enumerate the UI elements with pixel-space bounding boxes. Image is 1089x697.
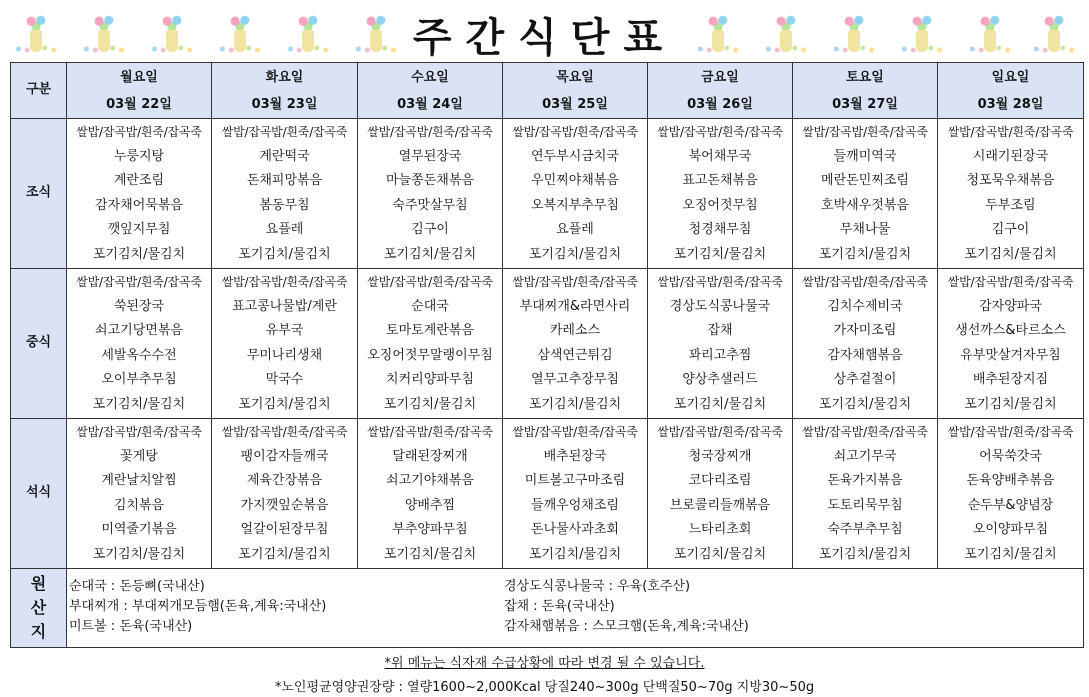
menu-item: 포기김치/물김치 [92, 546, 186, 562]
menu-item: 돈육가지볶음 [827, 473, 903, 488]
origin-entry: 경상도식콩나물국 : 우육(호주산) [504, 579, 691, 594]
menu-item: 느타리초회 [688, 522, 752, 537]
menu-cell [212, 119, 358, 269]
menu-item: 쌀밥/잡곡밥/흰죽/잡곡죽 [221, 125, 348, 139]
menu-item: 쇠고기무국 [833, 448, 897, 464]
day-date: 03월 28일 [977, 96, 1044, 112]
menu-cell [793, 119, 938, 269]
menu-change-notice: *위 메뉴는 식자재 수급상황에 따라 변경 될 수 있습니다. [384, 656, 705, 671]
menu-item: 포기김치/물김치 [528, 546, 622, 562]
menu-item: 브로콜리들깨볶음 [669, 497, 771, 513]
day-header [648, 63, 793, 119]
menu-item: 제육간장볶음 [246, 473, 323, 488]
menu-item: 포기김치/물김치 [238, 396, 331, 412]
menu-item: 양상추샐러드 [682, 372, 758, 387]
day-date: 03월 24일 [397, 96, 463, 112]
day-name: 금요일 [701, 69, 739, 85]
menu-item: 상추겉절이 [833, 372, 897, 387]
menu-item: 쌀밥/잡곡밥/흰죽/잡곡죽 [512, 275, 638, 289]
meal-row [11, 419, 1084, 569]
origin-label [11, 569, 67, 648]
menu-item: 경상도식콩나물국 [669, 298, 771, 314]
day-header [793, 63, 938, 119]
day-header [212, 63, 358, 119]
menu-item: 포기김치/물김치 [818, 546, 912, 562]
menu-item: 표고돈채볶음 [682, 173, 758, 188]
menu-cell [358, 269, 503, 419]
origin-entry: 순대국 : 돈등뼈(국내산) [69, 579, 205, 594]
day-header [938, 63, 1084, 119]
menu-item: 쌀밥/잡곡밥/흰죽/잡곡죽 [802, 425, 928, 439]
menu-item: 오징어젓무말랭이무침 [367, 347, 493, 363]
menu-item: 요플레 [265, 222, 304, 237]
origin-row [11, 569, 1084, 648]
menu-item: 양배추찜 [404, 497, 456, 513]
menu-item: 감자채어묵볶음 [95, 197, 183, 213]
menu-item: 김치볶음 [113, 497, 165, 513]
menu-item: 쌀밥/잡곡밥/흰죽/잡곡죽 [657, 275, 783, 289]
menu-item: 포기김치/물김치 [964, 546, 1057, 562]
menu-item: 쌀밥/잡곡밥/흰죽/잡곡죽 [657, 125, 783, 139]
menu-cell [212, 269, 358, 419]
menu-item: 꽈리고추찜 [688, 347, 752, 363]
menu-cell [358, 419, 503, 569]
menu-cell [67, 119, 212, 269]
menu-item: 시래기된장국 [972, 148, 1049, 164]
day-name: 화요일 [265, 69, 304, 85]
menu-item: 누룽지탕 [113, 148, 165, 164]
menu-item: 얼갈이된장무침 [240, 522, 329, 537]
menu-cell [648, 269, 793, 419]
menu-cell [503, 119, 648, 269]
meal-label: 조식 [11, 119, 67, 269]
origin-left-column [69, 577, 326, 637]
menu-item: 들깨미역국 [833, 148, 897, 164]
menu-cell [358, 119, 503, 269]
menu-item: 쌀밥/잡곡밥/흰죽/잡곡죽 [367, 275, 493, 289]
header-row [11, 63, 1084, 119]
origin-details [67, 569, 1084, 648]
menu-item: 연두부시금치국 [531, 148, 619, 164]
menu-item: 포기김치/물김치 [383, 546, 477, 562]
day-name: 목요일 [556, 69, 594, 85]
menu-item: 쌀밥/잡곡밥/흰죽/잡곡죽 [657, 425, 783, 439]
menu-item: 계란떡국 [259, 148, 310, 164]
menu-item: 오이양파무침 [972, 522, 1049, 537]
meal-label: 중식 [11, 269, 67, 419]
menu-item: 두부조림 [985, 197, 1036, 213]
menu-item: 미트볼고구마조림 [524, 473, 626, 488]
menu-item: 돈육양배추볶음 [966, 473, 1055, 488]
menu-item: 쌀밥/잡곡밥/흰죽/잡곡죽 [76, 425, 202, 439]
menu-item: 김구이 [991, 222, 1030, 237]
day-name: 수요일 [411, 69, 449, 85]
menu-item: 포기김치/물김치 [964, 396, 1057, 412]
menu-item: 김치수제비국 [827, 298, 903, 314]
menu-item: 유부국 [265, 323, 304, 338]
menu-item: 가자미조림 [833, 323, 897, 338]
menu-cell [67, 419, 212, 569]
menu-item: 열무된장국 [398, 148, 462, 164]
menu-item: 치커리양파무침 [386, 372, 474, 387]
menu-item: 쌀밥/잡곡밥/흰죽/잡곡죽 [221, 275, 348, 289]
menu-item: 봄동무침 [259, 197, 310, 213]
meal-row [11, 269, 1084, 419]
menu-item: 쇠고기당면볶음 [95, 323, 183, 338]
header-label: 구분 [11, 63, 67, 119]
menu-item: 쑥된장국 [113, 298, 165, 314]
menu-item: 포기김치/물김치 [528, 396, 622, 412]
menu-item: 포기김치/물김치 [92, 396, 186, 412]
menu-item: 꽃게탕 [120, 448, 158, 464]
menu-item: 감자양파국 [979, 298, 1042, 314]
menu-item: 포기김치/물김치 [673, 546, 767, 562]
menu-item: 생선까스&타르소스 [955, 323, 1066, 338]
menu-item: 포기김치/물김치 [673, 396, 767, 412]
menu-cell [938, 269, 1084, 419]
menu-item: 쌀밥/잡곡밥/흰죽/잡곡죽 [367, 125, 493, 139]
menu-item: 돈채피망볶음 [246, 173, 323, 188]
menu-item: 메란돈민찌조림 [821, 173, 909, 188]
menu-item: 포기김치/물김치 [673, 246, 767, 262]
menu-item: 어묵쑥갓국 [979, 448, 1042, 464]
menu-item: 포기김치/물김치 [818, 396, 912, 412]
day-date: 03월 23일 [251, 96, 318, 112]
menu-item: 쌀밥/잡곡밥/흰죽/잡곡죽 [947, 425, 1074, 439]
menu-item: 포기김치/물김치 [383, 396, 477, 412]
page-title: 주간식단표 [412, 15, 677, 61]
menu-item: 카레소스 [549, 323, 601, 338]
origin-entry: 부대찌개 : 부대찌개모듬햄(돈육,계육:국내산) [69, 599, 327, 614]
menu-cell [67, 269, 212, 419]
menu-item: 김구이 [411, 222, 449, 237]
nutrition-note: *노인평균영양권장량 : 열량1600~2,000Kcal 당질240~300g 단백질50~70g 지방30~50g [274, 680, 815, 695]
menu-item: 포기김치/물김치 [818, 246, 912, 262]
menu-item: 깻잎지무침 [107, 222, 171, 237]
menu-item: 포기김치/물김치 [528, 246, 622, 262]
menu-item: 요플레 [556, 222, 594, 237]
menu-cell [938, 419, 1084, 569]
menu-item: 마늘쫑돈채볶음 [386, 173, 474, 188]
menu-cell [938, 119, 1084, 269]
menu-cell [793, 269, 938, 419]
menu-item: 계란날치알찜 [101, 473, 177, 488]
menu-item: 돈나물사과초회 [531, 522, 619, 537]
menu-item: 쌀밥/잡곡밥/흰죽/잡곡죽 [802, 275, 928, 289]
menu-item: 코다리조림 [688, 473, 752, 488]
menu-cell [212, 419, 358, 569]
origin-entry: 감자채햄볶음 : 스모크햄(돈육,계육:국내산) [504, 619, 749, 634]
menu-item: 순대국 [411, 298, 449, 314]
menu-item: 쌀밥/잡곡밥/흰죽/잡곡죽 [367, 425, 493, 439]
menu-item: 감자채햄볶음 [827, 347, 903, 363]
menu-item: 포기김치/물김치 [964, 246, 1057, 262]
menu-item: 들깨우엉채조림 [531, 497, 619, 513]
menu-item: 숙주맛살무침 [392, 197, 468, 213]
menu-item: 오징어젓무침 [682, 197, 758, 213]
menu-item: 청경채무침 [688, 222, 752, 237]
menu-item: 표고콩나물밥/계란 [232, 298, 337, 314]
menu-item: 달래된장찌개 [392, 448, 468, 464]
day-header [358, 63, 503, 119]
menu-item: 쌀밥/잡곡밥/흰죽/잡곡죽 [76, 125, 202, 139]
meal-label: 석식 [11, 419, 67, 569]
menu-item: 청포묵우채볶음 [966, 173, 1055, 188]
day-name: 토요일 [846, 69, 884, 85]
origin-label-char: 원 [30, 574, 47, 593]
page-header [0, 0, 1089, 62]
menu-item: 잡채 [707, 323, 733, 338]
origin-entry: 잡채 : 돈육(국내산) [504, 599, 615, 614]
menu-item: 쌀밥/잡곡밥/흰죽/잡곡죽 [221, 425, 348, 439]
menu-item: 숙주부추무침 [827, 522, 903, 537]
menu-item: 배추된장지짐 [972, 372, 1049, 387]
menu-cell [793, 419, 938, 569]
menu-cell [503, 419, 648, 569]
menu-item: 포기김치/물김치 [383, 246, 477, 262]
menu-item: 포기김치/물김치 [92, 246, 186, 262]
menu-item: 무미나리생채 [246, 347, 323, 363]
menu-cell [503, 269, 648, 419]
menu-item: 배추된장국 [543, 448, 607, 464]
menu-item: 북어채무국 [688, 148, 752, 164]
menu-item: 쌀밥/잡곡밥/흰죽/잡곡죽 [802, 125, 928, 139]
origin-right-column [504, 577, 749, 637]
menu-item: 오복지부추무침 [531, 197, 619, 213]
origin-label-char: 산 [30, 598, 47, 617]
menu-item: 미역줄기볶음 [101, 522, 177, 537]
menu-item: 호박새우젓볶음 [821, 197, 909, 213]
menu-cell [648, 119, 793, 269]
day-date: 03월 27일 [832, 96, 898, 112]
day-date: 03월 22일 [106, 96, 172, 112]
origin-entry: 미트볼 : 돈육(국내산) [69, 619, 193, 634]
menu-item: 열무고추장무침 [531, 372, 619, 387]
menu-item: 막국수 [265, 372, 304, 387]
menu-item: 오이부추무침 [101, 372, 177, 387]
menu-item: 무채나물 [839, 222, 891, 237]
menu-item: 청국장찌개 [688, 448, 752, 464]
menu-item: 포기김치/물김치 [238, 246, 331, 262]
menu-item: 세발옥수수전 [101, 347, 177, 363]
menu-item: 도토리묵무침 [827, 497, 903, 513]
menu-item: 쌀밥/잡곡밥/흰죽/잡곡죽 [947, 275, 1074, 289]
menu-item: 유부맛살겨자무침 [960, 347, 1061, 363]
day-header [503, 63, 648, 119]
day-header [67, 63, 212, 119]
day-name: 일요일 [991, 69, 1030, 85]
menu-item: 토마토계란볶음 [386, 323, 474, 338]
menu-item: 쌀밥/잡곡밥/흰죽/잡곡죽 [76, 275, 202, 289]
menu-item: 쌀밥/잡곡밥/흰죽/잡곡죽 [512, 125, 638, 139]
menu-item: 우민찌야채볶음 [531, 173, 619, 188]
menu-item: 부대찌개&라면사리 [519, 298, 631, 314]
menu-item: 부추양파무침 [392, 522, 468, 537]
menu-item: 쌀밥/잡곡밥/흰죽/잡곡죽 [512, 425, 638, 439]
menu-item: 쇠고기야채볶음 [386, 473, 474, 488]
menu-item: 팽이감자들깨국 [240, 448, 329, 464]
menu-item: 가지깻잎순볶음 [240, 497, 329, 513]
origin-label-char: 지 [30, 622, 47, 641]
day-date: 03월 25일 [542, 96, 608, 112]
day-date: 03월 26일 [687, 96, 753, 112]
menu-cell [648, 419, 793, 569]
weekly-menu-table [10, 62, 1084, 648]
day-name: 월요일 [120, 69, 158, 85]
menu-item: 삼색연근튀김 [537, 347, 613, 363]
menu-item: 포기김치/물김치 [238, 546, 331, 562]
menu-item: 계란조림 [113, 173, 165, 188]
menu-item: 순두부&양념장 [967, 497, 1054, 513]
menu-item: 쌀밥/잡곡밥/흰죽/잡곡죽 [947, 125, 1074, 139]
meal-row [11, 119, 1084, 269]
